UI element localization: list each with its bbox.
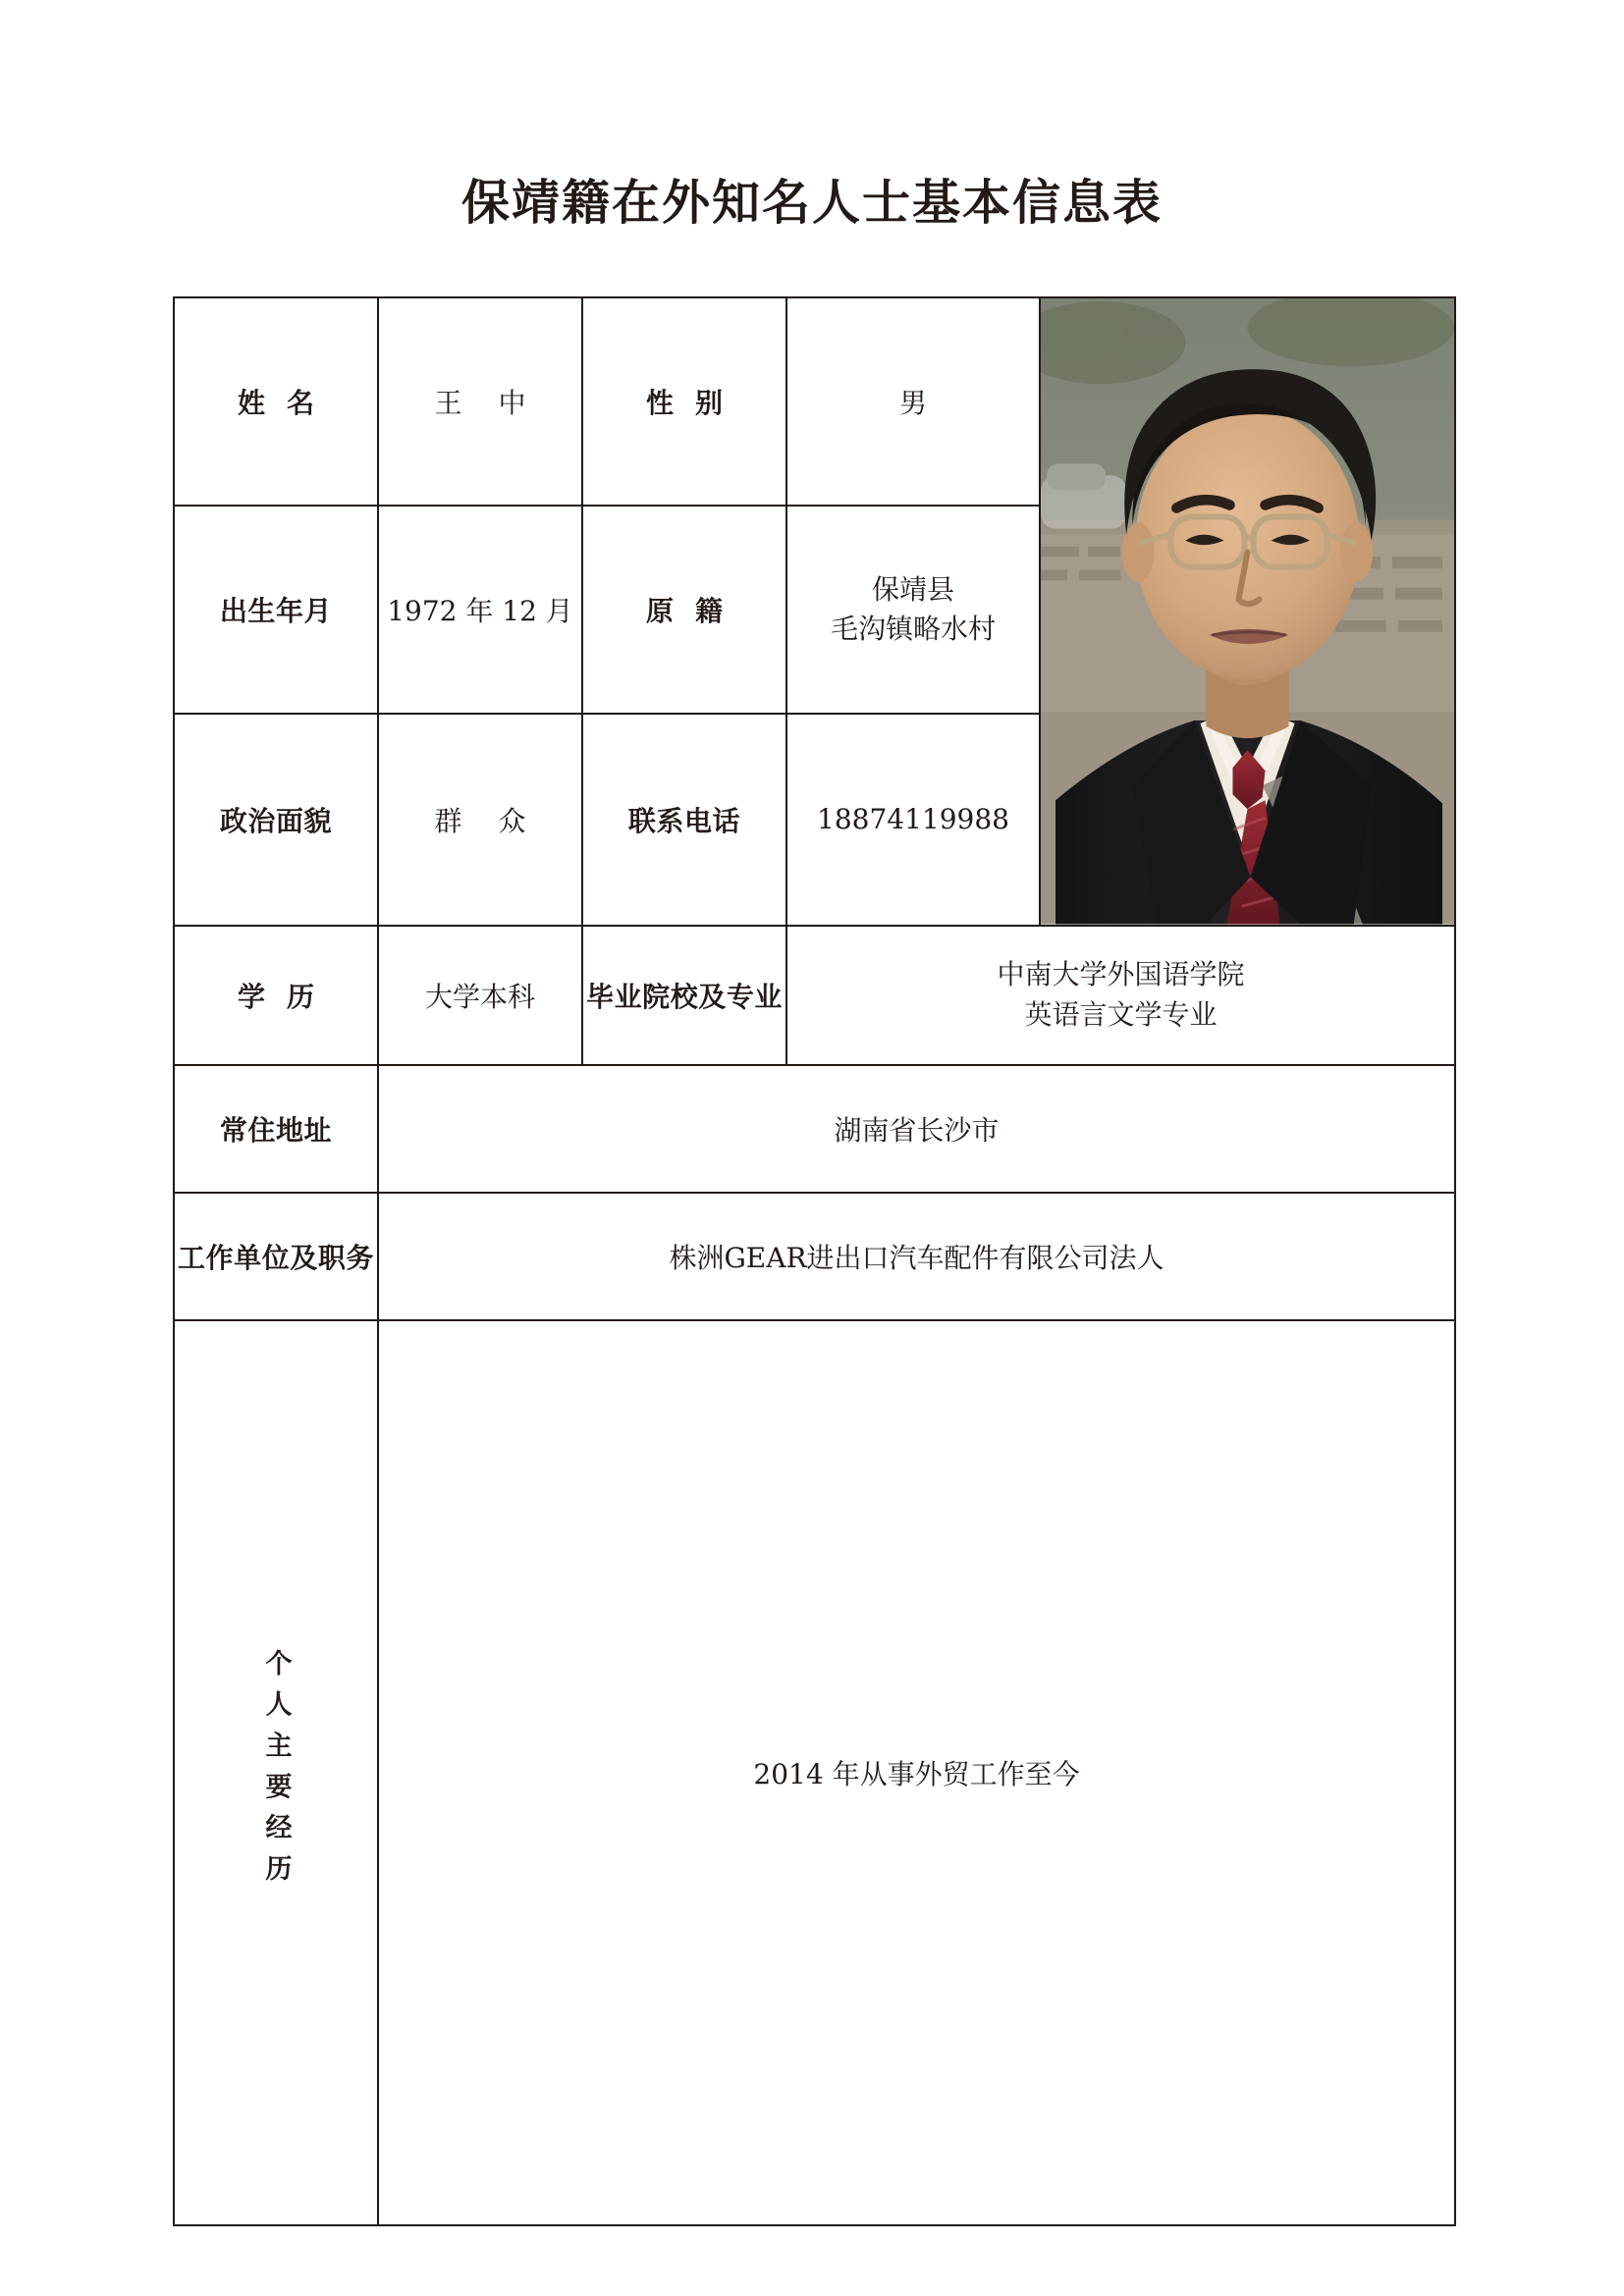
value-name: 王 中 <box>378 297 582 506</box>
personal-info-table <box>173 296 1456 2226</box>
value-phone: 18874119988 <box>786 714 1040 925</box>
value-experience: 2014 年从事外贸工作至今 <box>378 1320 1455 2225</box>
label-name: 姓 名 <box>174 297 378 506</box>
photo-cell <box>1040 297 1455 926</box>
value-address: 湖南省长沙市 <box>378 1065 1455 1193</box>
label-work: 工作单位及职务 <box>174 1193 378 1320</box>
table-row-education <box>174 926 1455 1065</box>
value-origin-line1: 保靖县 <box>871 572 954 606</box>
label-school: 毕业院校及专业 <box>582 926 786 1065</box>
label-education: 学 历 <box>174 926 378 1065</box>
value-education: 大学本科 <box>378 926 582 1065</box>
label-address: 常住地址 <box>174 1065 378 1193</box>
label-phone: 联系电话 <box>582 714 786 925</box>
value-gender: 男 <box>786 297 1040 506</box>
value-origin <box>786 506 1040 714</box>
value-work: 株洲GEAR进出口汽车配件有限公司法人 <box>378 1193 1455 1320</box>
label-political: 政治面貌 <box>174 714 378 925</box>
label-origin: 原 籍 <box>582 506 786 714</box>
label-gender: 性 别 <box>582 297 786 506</box>
value-school-line2: 英语言文学专业 <box>1024 997 1218 1031</box>
label-experience-holder <box>175 1321 377 2224</box>
table-row-address <box>174 1065 1455 1193</box>
table-row-name <box>174 297 1455 506</box>
label-experience: 个人主要经历 <box>260 1648 292 1896</box>
value-school-line1: 中南大学外国语学院 <box>997 957 1245 990</box>
table-row-work <box>174 1193 1455 1320</box>
value-school <box>786 926 1455 1065</box>
value-birth: 1972 年 12 月 <box>378 506 582 714</box>
avatar <box>1041 298 1454 925</box>
label-experience-cell <box>174 1320 378 2225</box>
value-political: 群 众 <box>378 714 582 925</box>
label-birth: 出生年月 <box>174 506 378 714</box>
value-origin-line2: 毛沟镇略水村 <box>830 613 996 646</box>
page-title: 保靖籍在外知名人士基本信息表 <box>460 174 1163 231</box>
table-row-experience <box>174 1320 1455 2225</box>
